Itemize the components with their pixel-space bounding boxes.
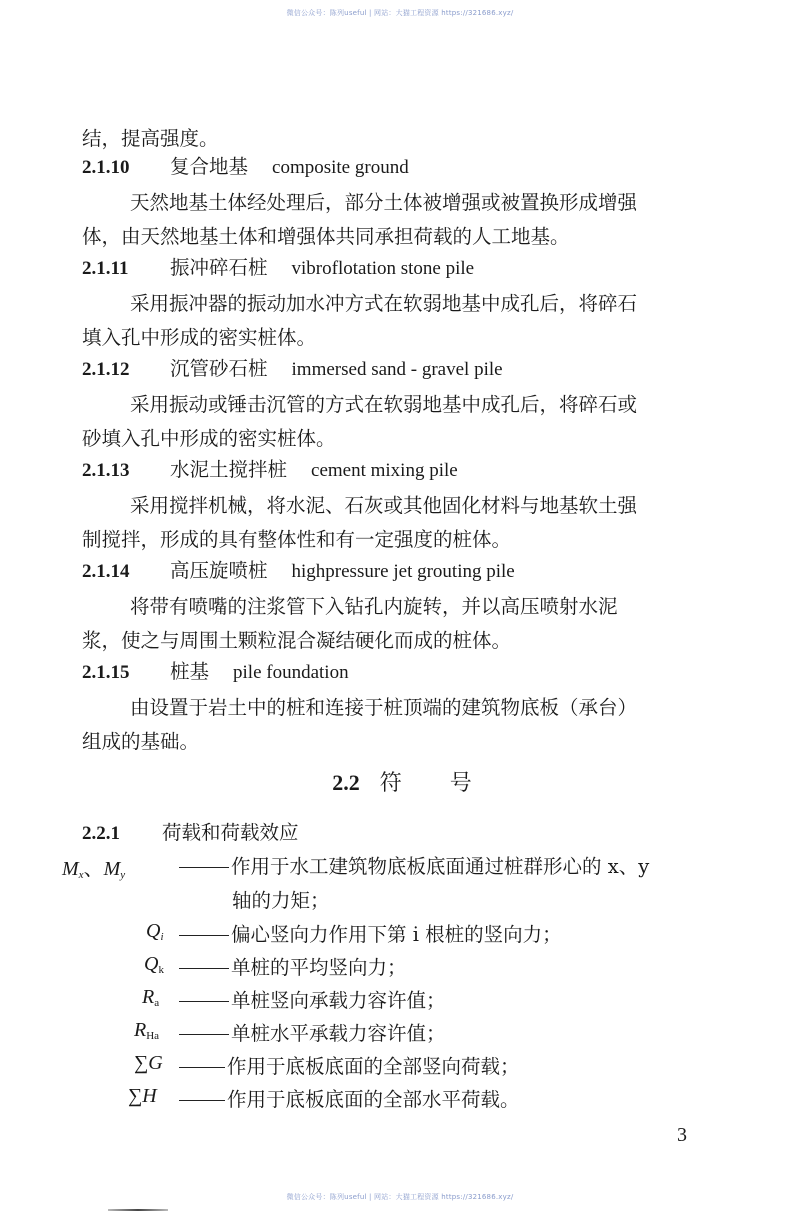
symbol-definition: 单桩竖向承载力容许值； [178, 988, 446, 1014]
section-title-char: 符 [379, 771, 402, 796]
section-title [82, 766, 722, 797]
clause-text: 采用振动或锤击沉管的方式在软弱地基中成孔后，将碎石或 [130, 393, 638, 416]
clause-number: 2.1.11 [82, 258, 129, 279]
subsection-number: 2.2.1 [82, 823, 120, 844]
clause-text: 由设置于岩土中的桩和连接于桩顶端的建筑物底板（承台） [130, 696, 638, 719]
clause-text: 填入孔中形成的密实桩体。 [82, 326, 317, 349]
symbol-qi: $Q_i$ [146, 920, 164, 943]
clause-term-en: highpressure jet grouting pile [291, 561, 515, 582]
symbol-definition-cont: 轴的力矩； [232, 889, 330, 912]
clause-number: 2.1.14 [82, 561, 130, 582]
symbol-mx-my: $M_x$、$M_y$ [62, 858, 126, 881]
symbol-qk: $Q_k$ [144, 953, 164, 976]
section-number: 2.2 [332, 770, 360, 795]
symbol-rha: $R_{Ha}$ [134, 1019, 160, 1042]
symbol-sum-h: ∑H [128, 1085, 157, 1107]
subsection-title: 荷载和荷载效应 [162, 821, 299, 844]
clause-text: 天然地基土体经处理后，部分土体被增强或被置换形成增强 [130, 191, 638, 214]
clause-number: 2.1.13 [82, 460, 130, 481]
clause-number: 2.1.10 [82, 157, 130, 178]
watermark-top: 微信公众号：陈列useful | 网站：大猫工程资源 https://321686.xyz/ [286, 9, 514, 17]
clause-text: 将带有喷嘴的注浆管下入钻孔内旋转，并以高压喷射水泥 [130, 595, 618, 618]
clause-term-cn: 水泥土搅拌桩 [170, 458, 288, 481]
clause-heading [82, 659, 349, 686]
clause-text: 体，由天然地基土体和增强体共同承担荷载的人工地基。 [82, 225, 570, 248]
clause-term-cn: 桩基 [170, 660, 210, 683]
section-title-char: 号 [449, 771, 472, 796]
clause-text: 组成的基础。 [82, 730, 200, 753]
clause-text: 采用振冲器的振动加水冲方式在软弱地基中成孔后，将碎石 [130, 292, 638, 315]
clause-heading [82, 558, 515, 585]
clause-term-en: pile foundation [233, 662, 349, 683]
symbol-definition: 作用于底板底面的全部竖向荷载； [178, 1054, 520, 1080]
clause-term-en: immersed sand - gravel pile [291, 359, 503, 380]
clause-term-cn: 振冲碎石桩 [170, 256, 268, 279]
continuation-text: 结，提高强度。 [82, 127, 219, 150]
clause-heading [82, 356, 503, 383]
clause-term-en: vibroflotation stone pile [291, 258, 475, 279]
symbol-definition: 单桩的平均竖向力； [178, 955, 407, 981]
clause-term-en: cement mixing pile [311, 460, 458, 481]
symbol-definition: 作用于底板底面的全部水平荷载。 [178, 1087, 520, 1113]
symbol-definition: 单桩水平承载力容许值； [178, 1021, 446, 1047]
symbol-sum-g: ∑G [134, 1052, 163, 1074]
clause-text: 采用搅拌机械，将水泥、石灰或其他固化材料与地基软土强 [130, 494, 638, 517]
watermark-bottom: 微信公众号：陈列useful | 网站：大猫工程资源 https://321686.xyz/ [286, 1193, 514, 1201]
clause-number: 2.1.15 [82, 662, 130, 683]
clause-number: 2.1.12 [82, 359, 130, 380]
symbol-definition: 偏心竖向力作用下第 i 根桩的竖向力； [178, 922, 562, 948]
clause-heading [82, 154, 409, 181]
clause-term-en: composite ground [272, 157, 409, 178]
clause-text: 浆，使之与周围土颗粒混合凝结硬化而成的桩体。 [82, 629, 512, 652]
clause-term-cn: 高压旋喷桩 [170, 559, 268, 582]
clause-term-cn: 复合地基 [170, 155, 249, 178]
clause-heading [82, 255, 474, 282]
clause-text: 砂填入孔中形成的密实桩体。 [82, 427, 336, 450]
clause-heading [82, 457, 458, 484]
symbol-definition: 作用于水工建筑物底板底面通过桩群形心的 x、y [178, 854, 649, 880]
clause-term-cn: 沉管砂石桩 [170, 357, 268, 380]
page-number: 3 [677, 1124, 687, 1146]
clause-text: 制搅拌，形成的具有整体性和有一定强度的桩体。 [82, 528, 512, 551]
subsection-heading [82, 820, 299, 847]
symbol-ra: $R_a$ [142, 986, 160, 1009]
